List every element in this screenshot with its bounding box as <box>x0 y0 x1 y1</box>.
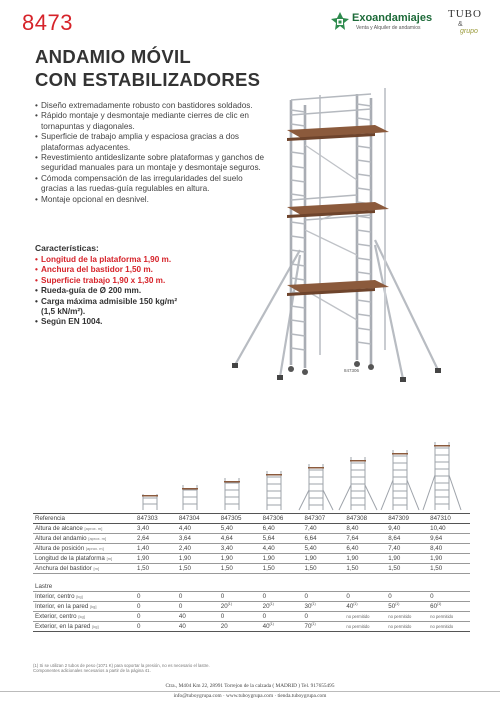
table-cell: 1,40 <box>135 544 177 554</box>
footnote-ref: (1) <box>269 602 274 607</box>
row-label-text: Interior, centro <box>35 593 75 600</box>
characteristic-load: Carga máxima admisible 150 kg/m² <box>41 296 178 306</box>
table-cell <box>428 602 470 612</box>
cell-value: 20 <box>220 603 228 611</box>
footnote-ref: (1) <box>353 602 358 607</box>
row-label-text: Longitud de la plataforma <box>35 555 105 562</box>
specifications-table <box>33 513 470 632</box>
row-label-text: Altura del andamio <box>35 535 87 542</box>
row-label <box>33 612 135 622</box>
table-row <box>33 612 470 622</box>
cell-value: 20 <box>262 603 270 611</box>
table-cell: 1,90 <box>219 554 261 564</box>
scaffold-illustration <box>225 80 465 385</box>
row-label-text: Interior, en la pared <box>35 603 89 610</box>
ref-cell: 847310 <box>428 514 470 524</box>
characteristic-item: • Rueda-guía de Ø 200 mm. <box>35 286 265 296</box>
table-row <box>33 524 470 534</box>
row-label <box>33 592 135 602</box>
table-cell: 0 <box>219 592 261 602</box>
table-row <box>33 602 470 612</box>
table-cell <box>386 602 428 612</box>
table-cell: 1,90 <box>135 554 177 564</box>
row-label <box>33 534 135 544</box>
table-row <box>33 554 470 564</box>
table-cell <box>219 622 261 632</box>
table-cell: 1,90 <box>177 554 219 564</box>
table-cell: 8,40 <box>344 524 386 534</box>
row-label <box>33 602 135 612</box>
table-cell: 0 <box>303 612 345 622</box>
header-label: Referencia <box>33 514 135 524</box>
cell-value: 50 <box>388 603 396 611</box>
footer-divider <box>0 691 500 692</box>
table-cell: 1,50 <box>428 564 470 574</box>
footnote-ref: (1) <box>311 622 316 627</box>
tubo-ampersand: & <box>458 21 463 28</box>
row-unit: [aprox. m] <box>88 536 107 541</box>
cell-value: 40 <box>262 623 270 631</box>
table-row <box>33 544 470 554</box>
table-cell: 1,50 <box>386 564 428 574</box>
table-cell: 0 <box>428 592 470 602</box>
characteristics-title: Características: <box>35 243 99 253</box>
table-cell: 0 <box>135 592 177 602</box>
cell-value: 20 <box>220 623 228 630</box>
table-cell: 10,40 <box>428 524 470 534</box>
table-cell: 5,64 <box>261 534 303 544</box>
title-line-2: CON ESTABILIZADORES <box>35 69 261 90</box>
lastre-section-row <box>33 582 470 592</box>
table-cell: 7,40 <box>386 544 428 554</box>
table-cell: no permitido <box>344 612 386 622</box>
footnote-line-2: Componentes adicionales necesarios a partir de la página 41. <box>33 668 151 674</box>
table-cell: 1,50 <box>135 564 177 574</box>
exoandamiajes-logo-icon <box>330 10 350 34</box>
row-unit: [kg] <box>92 624 99 629</box>
row-label-text: Altura de posición <box>35 545 85 552</box>
table-cell: 1,90 <box>386 554 428 564</box>
table-cell: 4,40 <box>261 544 303 554</box>
title-line-1: ANDAMIO MÓVIL <box>35 46 192 67</box>
table-cell: 7,40 <box>303 524 345 534</box>
ref-cell: 847309 <box>386 514 428 524</box>
ref-cell: 847304 <box>177 514 219 524</box>
table-cell <box>303 602 345 612</box>
table-cell: 0 <box>219 612 261 622</box>
table-cell: 1,90 <box>303 554 345 564</box>
table-cell <box>135 602 177 612</box>
table-row <box>33 592 470 602</box>
feature-item: • Superficie de trabajo amplia y espaciosa gracias a dos plataformas adyacentes. <box>35 132 270 153</box>
row-label <box>33 554 135 564</box>
row-unit: [kg] <box>90 604 97 609</box>
row-unit: [aprox. m] <box>84 526 103 531</box>
feature-item: • Revestimiento antideslizante sobre plataformas y ganchos de seguridad manuales para un montaje y desmontaje seguros. <box>35 153 270 174</box>
table-cell <box>261 622 303 632</box>
cell-value: 0 <box>137 623 141 630</box>
table-cell <box>219 602 261 612</box>
table-spacer <box>33 574 470 582</box>
footnote-ref: (1) <box>395 602 400 607</box>
footer-address: Ctra., M404 Km 22, 28991 Torrejon de la calzada ( MADRID ) Tel. 917655495 <box>165 683 335 689</box>
table-cell <box>344 602 386 612</box>
table-cell: 1,50 <box>344 564 386 574</box>
table-cell <box>177 622 219 632</box>
product-code: 8473 <box>22 10 73 35</box>
row-unit: [m] <box>106 556 113 561</box>
row-unit: [aprox. m] <box>85 546 104 551</box>
feature-item: • Cómoda compensación de las irregularidades del suelo gracias a las ruedas-guía regulables en altura. <box>35 174 270 195</box>
table-cell: 40 <box>177 612 219 622</box>
table-cell: no permitido <box>386 612 428 622</box>
table-cell: 0 <box>261 612 303 622</box>
table-cell: 4,40 <box>177 524 219 534</box>
table-cell: 9,64 <box>428 534 470 544</box>
table-cell: 6,64 <box>303 534 345 544</box>
footnote <box>33 663 333 674</box>
table-cell: 0 <box>386 592 428 602</box>
table-cell: no permitido <box>428 622 470 632</box>
cell-value: 40 <box>346 603 354 611</box>
row-label-text: Anchura del bastidor <box>35 565 92 572</box>
cell-value: 60 <box>430 603 438 611</box>
table-cell: 6,40 <box>344 544 386 554</box>
characteristic-item: • Según EN 1004. <box>35 317 265 327</box>
ref-cell: 847306 <box>261 514 303 524</box>
row-label <box>33 622 135 632</box>
tower-size-illustrations <box>135 440 475 512</box>
cell-value: 0 <box>178 603 183 610</box>
table-cell: 6,40 <box>261 524 303 534</box>
characteristic-item: • Superficie trabajo 1,90 x 1,30 m. <box>35 276 265 286</box>
table-row <box>33 622 470 632</box>
table-cell: 8,64 <box>386 534 428 544</box>
characteristic-item: • Anchura del bastidor 1,50 m. <box>35 265 265 275</box>
ref-cell: 847307 <box>303 514 345 524</box>
table-cell: 1,90 <box>344 554 386 564</box>
table-cell <box>303 622 345 632</box>
table-cell: 0 <box>303 592 345 602</box>
table-cell: 8,40 <box>428 544 470 554</box>
table-cell: no permitido <box>344 622 386 632</box>
cell-value: 0 <box>137 603 141 610</box>
lastre-label: Lastre <box>33 582 470 592</box>
cell-value: 70 <box>304 623 312 631</box>
table-cell: no permitido <box>428 612 470 622</box>
table-cell: 0 <box>177 592 219 602</box>
table-cell: 0 <box>344 592 386 602</box>
ref-cell: 847305 <box>219 514 261 524</box>
row-label <box>33 544 135 554</box>
table-cell <box>261 602 303 612</box>
row-label-text: Exterior, en la pared <box>35 623 91 630</box>
table-cell: 2,64 <box>135 534 177 544</box>
table-cell: 1,50 <box>261 564 303 574</box>
feature-item: • Rápido montaje y desmontaje mediante cierres de clic en tornapuntas y diagonales. <box>35 111 270 132</box>
footer-contact: info@tuboygrupa.com · www.tuboygrupa.com · tienda.tuboygrupa.com <box>173 693 327 699</box>
table-cell: 1,90 <box>261 554 303 564</box>
table-header-row <box>33 514 470 524</box>
feature-item: • Diseño extremadamente robusto con bastidores soldados. <box>35 101 270 111</box>
table-row <box>33 534 470 544</box>
tubo-grupo: grupo <box>460 28 478 35</box>
brand-subtitle: Venta y Alquiler de andamios <box>356 25 421 31</box>
characteristic-load-kn: (1,5 kN/m²). <box>41 307 86 317</box>
table-cell <box>135 622 177 632</box>
brand-name: Exoandamiajes <box>352 12 433 24</box>
table-cell: 1,50 <box>177 564 219 574</box>
table-cell: 0 <box>135 612 177 622</box>
table-cell: no permitido <box>386 622 428 632</box>
row-label-text: Altura de alcance <box>35 525 83 532</box>
table-cell: 7,64 <box>344 534 386 544</box>
table-cell: 3,64 <box>177 534 219 544</box>
table-cell: 0 <box>261 592 303 602</box>
cell-value: 40 <box>178 623 186 630</box>
ref-cell: 847308 <box>344 514 386 524</box>
row-label <box>33 564 135 574</box>
cell-value: 30 <box>304 603 312 611</box>
table-cell: 2,40 <box>177 544 219 554</box>
tubo-logo: TUBO <box>448 8 482 20</box>
footnote-ref: (1) <box>311 602 316 607</box>
footnote-ref: (1) <box>227 602 232 607</box>
characteristic-item: • Longitud de la plataforma 1,90 m. <box>35 255 265 265</box>
table-cell: 1,50 <box>219 564 261 574</box>
footnote-line-1: (1) Si se utilizan 2 tubos de peso (1071 K) para soportar la presión, no es necesario el lastre. <box>33 663 210 668</box>
table-cell: 9,40 <box>386 524 428 534</box>
table-cell: 3,40 <box>219 544 261 554</box>
table-cell: 3,40 <box>135 524 177 534</box>
footnote-ref: (1) <box>437 602 442 607</box>
row-label <box>33 524 135 534</box>
table-cell <box>177 602 219 612</box>
row-label-text: Exterior, centro <box>35 613 77 620</box>
table-cell: 4,64 <box>219 534 261 544</box>
table-cell: 1,90 <box>428 554 470 564</box>
table-cell: 1,50 <box>303 564 345 574</box>
ref-cell: 847303 <box>135 514 177 524</box>
table-row <box>33 564 470 574</box>
table-cell: 5,40 <box>219 524 261 534</box>
row-unit: [kg] <box>78 614 85 619</box>
footnote-ref: (1) <box>269 622 274 627</box>
feature-item: • Montaje opcional en desnivel. <box>35 195 270 205</box>
row-unit: [kg] <box>76 594 83 599</box>
illustration-code: 847306 <box>344 368 360 373</box>
table-cell: 5,40 <box>303 544 345 554</box>
row-unit: [m] <box>93 566 100 571</box>
